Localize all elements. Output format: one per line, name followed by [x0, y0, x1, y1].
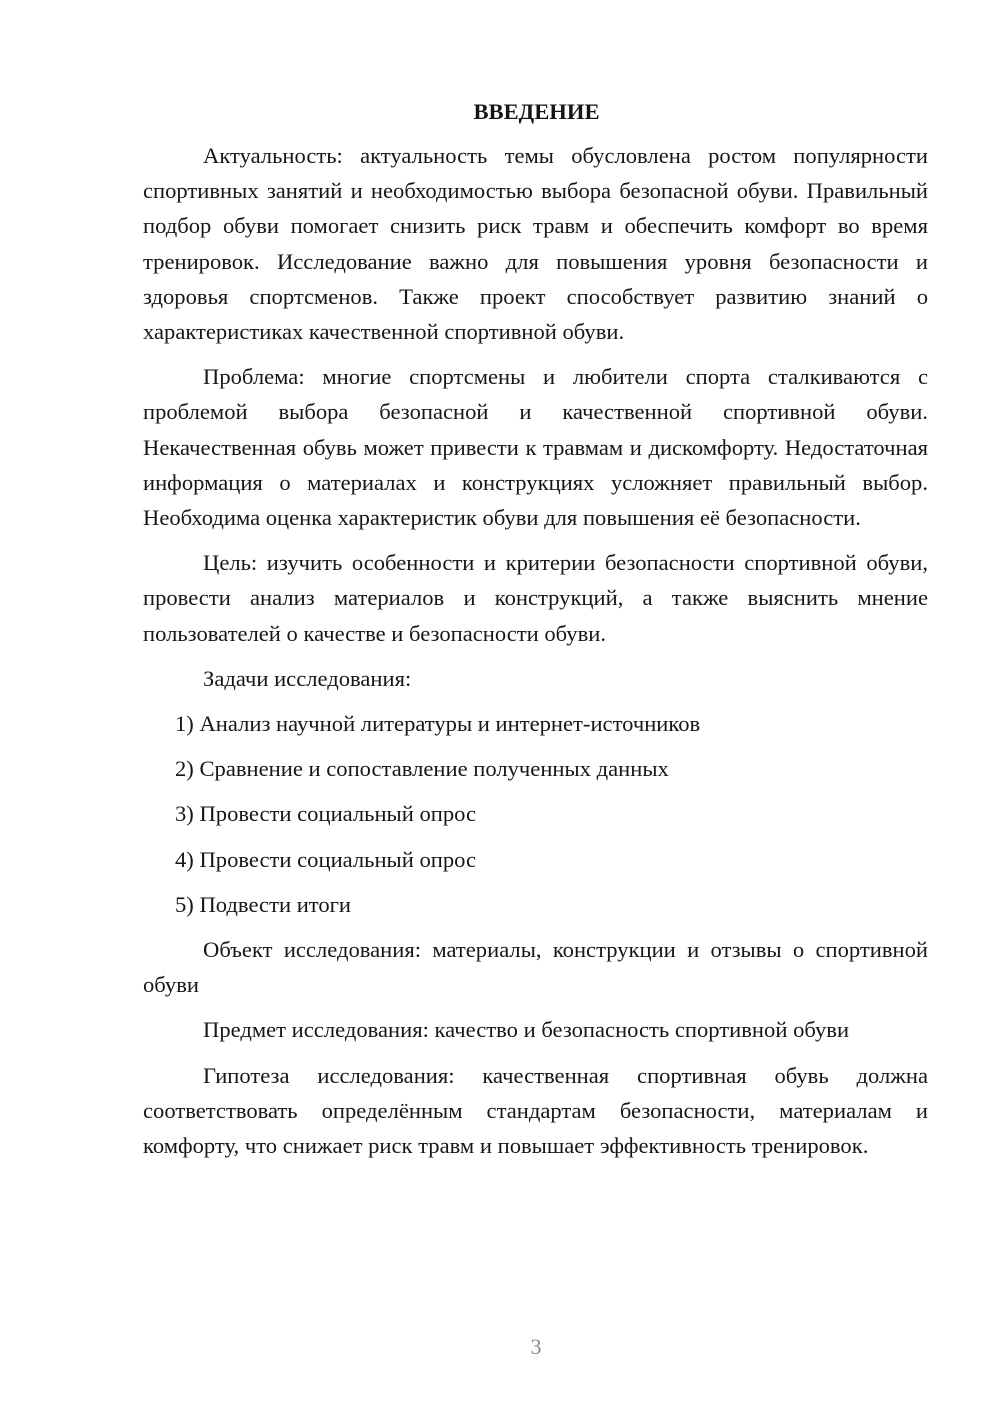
- paragraph-subject: Предмет исследования: качество и безопасность спортивной обуви: [203, 1017, 850, 1043]
- paragraph-relevance: Актуальность: актуальность темы обусловлена ростом популярности спортивных занятий и необходимостью выбора безопасной обуви. Правильный подбор обуви помогает снизить риск травм и обеспечить комфорт во время тренировок. Исследование важно для повышения уровня безопасности и здоровья спортсменов. Также проект способствует развитию знаний о характеристиках качественной спортивной обуви.: [143, 143, 928, 345]
- page-content: [143, 94, 928, 1173]
- list-item: 1) Анализ научной литературы и интернет-источников: [175, 711, 701, 737]
- list-item: 5) Подвести итоги: [175, 891, 352, 917]
- paragraph-object: Объект исследования: материалы, конструкции и отзывы о спортивной обуви: [143, 937, 928, 998]
- paragraph-problem: Проблема: многие спортсмены и любители спорта сталкиваются с проблемой выбора безопасной и качественной спортивной обуви. Некачественная обувь может привести к травмам и дискомфорту. Недостаточная информация о материалах и конструкциях усложняет правильный выбор. Необходима оценка характеристик обуви для повышения её безопасности.: [143, 364, 928, 531]
- list-item: 4) Провести социальный опрос: [175, 846, 477, 872]
- paragraph-goal: Цель: изучить особенности и критерии безопасности спортивной обуви, провести анализ материалов и конструкций, а также выяснить мнение пользователей о качестве и безопасности обуви.: [143, 550, 928, 646]
- tasks-heading: Задачи исследования:: [203, 665, 412, 691]
- list-item: 3) Провести социальный опрос: [175, 801, 477, 827]
- page-number: 3: [530, 1334, 542, 1359]
- list-item: 2) Сравнение и сопоставление полученных данных: [175, 756, 669, 782]
- tasks-list: [143, 706, 928, 922]
- page-title: ВВЕДЕНИЕ: [473, 99, 600, 124]
- paragraph-hypothesis: Гипотеза исследования: качественная спортивная обувь должна соответствовать определённым стандартам безопасности, материалам и комфорту, что снижает риск травм и повышает эффективность тренировок.: [143, 1062, 928, 1159]
